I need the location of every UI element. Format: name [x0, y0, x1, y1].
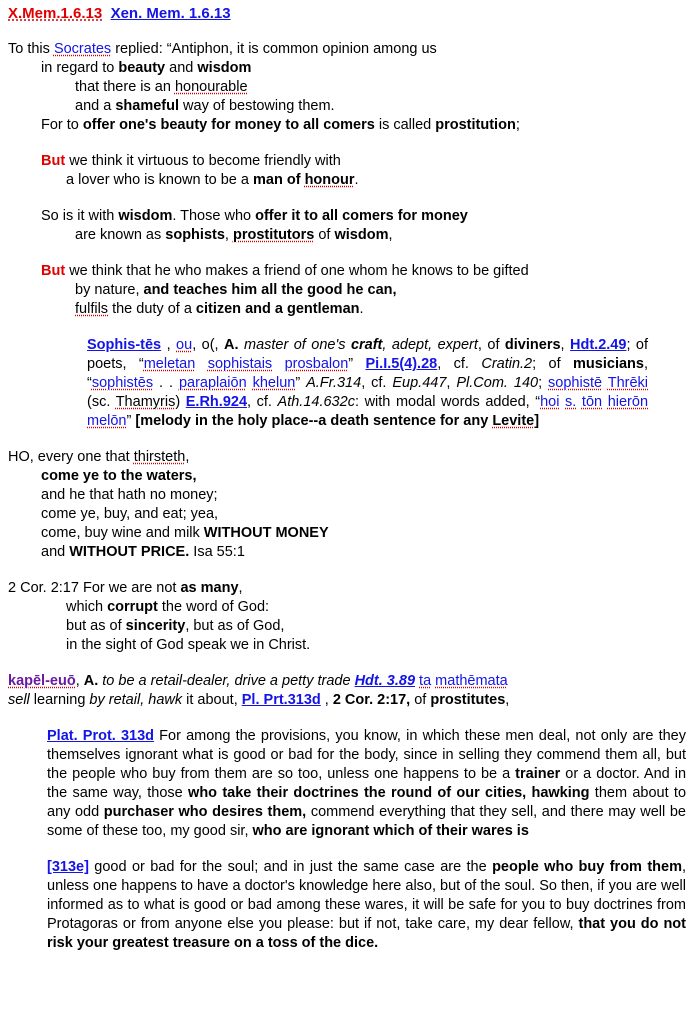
text: that you do not risk your greatest treasure on a toss of the dice.: [47, 916, 686, 951]
text: ,: [505, 692, 510, 708]
greek-link[interactable]: tōn: [581, 394, 603, 410]
text: , “: [87, 356, 648, 391]
text: are known as: [75, 227, 166, 243]
text: as many: [180, 580, 239, 596]
pindar-link[interactable]: Pi.I.5(4).28: [365, 356, 438, 372]
text: ]: [534, 413, 540, 429]
greek-link[interactable]: paraplaiōn: [178, 375, 247, 391]
text: prostitutors: [232, 227, 315, 243]
greek-link[interactable]: khelun: [252, 375, 296, 391]
text: is called: [374, 117, 436, 133]
text: , o(,: [192, 337, 225, 353]
gentleman-paragraph: [8, 262, 692, 319]
lover-paragraph: [8, 152, 692, 190]
corinthians-paragraph: [8, 579, 692, 655]
text: For to: [41, 117, 83, 133]
text: ,: [185, 449, 190, 465]
text: Levite: [492, 413, 535, 429]
text: (sc.: [87, 394, 116, 410]
text: of: [548, 356, 574, 372]
text: .: [354, 172, 359, 188]
text: ;: [538, 375, 549, 391]
euripides-link[interactable]: E.Rh.924: [185, 394, 248, 410]
text: , unless one happens to have a doctor's knowledge here also, but of the soul. So then, if you are well informed as to what is good or bad among these wares, it will be safe for you to buy doctrines from Protagoras or from anyone else you please: but if not, take care, my dear fellow,: [47, 859, 686, 932]
text: Isa 55:1: [189, 544, 245, 560]
text: the duty of a: [108, 301, 196, 317]
text: WITHOUT MONEY: [203, 525, 329, 541]
text: corrupt: [107, 599, 158, 615]
text: come ye, buy, and eat; yea,: [41, 506, 219, 522]
text: in regard to: [41, 60, 119, 76]
text: sophists: [165, 227, 225, 243]
greek-link[interactable]: sophistais: [207, 356, 273, 372]
text: a lover who is known to be a: [66, 172, 253, 188]
hdt-link[interactable]: Hdt.2.49: [570, 337, 627, 353]
text: , adept, expert: [382, 337, 478, 353]
greek-link[interactable]: hierōn: [607, 394, 649, 410]
text: learning: [29, 692, 90, 708]
isaiah-paragraph: [8, 448, 692, 562]
text: A.: [224, 337, 239, 353]
text: offer it to all comers for money: [255, 208, 468, 224]
text: by retail, hawk: [89, 692, 183, 708]
lexicon-head-link[interactable]: Sophis-tēs: [87, 337, 162, 353]
text: by nature,: [75, 282, 144, 298]
plato-prot-313d-link[interactable]: Plat. Prot. 313d: [47, 728, 155, 744]
text: but as of: [66, 618, 126, 634]
text: citizen and a gentleman: [195, 301, 360, 317]
text: shameful: [115, 98, 179, 114]
greek-link[interactable]: prosbalon: [284, 356, 349, 372]
text: But: [41, 263, 66, 279]
text: honour: [304, 172, 355, 188]
text: Pl.Com.: [456, 375, 508, 391]
greek-link[interactable]: ta: [419, 673, 432, 689]
text: A.Fr.314: [306, 375, 362, 391]
text: diviners: [504, 337, 561, 353]
text: ”: [126, 413, 136, 429]
text: wisdom: [334, 227, 389, 243]
text: the word of God:: [157, 599, 270, 615]
text: ,: [238, 580, 243, 596]
text: ,: [161, 337, 177, 353]
text: ,: [446, 375, 457, 391]
text: , cf.: [437, 356, 482, 372]
greek-link[interactable]: s.: [565, 394, 577, 410]
text: come ye to the waters,: [41, 468, 197, 484]
text: and: [165, 60, 198, 76]
text: or a doctor. And in the same way, those: [47, 766, 687, 801]
text: beauty: [118, 60, 166, 76]
text: 2 Cor. 2:17,: [332, 692, 411, 708]
lexicon-kapeleuo: [8, 672, 692, 710]
plato-link[interactable]: Pl. Prt.313d: [241, 692, 321, 708]
kapeleuo-head-link[interactable]: kapēl-euō: [8, 673, 76, 689]
text: it about,: [182, 692, 242, 708]
plato-313e-paragraph: [47, 858, 686, 953]
text: of: [314, 227, 335, 243]
text: words added, “: [441, 394, 541, 410]
text: commend everything that they sell, and there may well be some of these too, my good sir,: [47, 804, 686, 839]
text: and he that hath no money;: [41, 487, 218, 503]
text: ”: [348, 356, 366, 372]
text: ; of poets, “: [87, 337, 649, 372]
text: honourable: [174, 79, 248, 95]
text: , but as of God,: [185, 618, 285, 634]
text: But: [41, 153, 66, 169]
text: fulfils: [75, 301, 109, 317]
text: to be a retail-dealer, drive a petty trade: [98, 673, 355, 689]
socrates-paragraph: [8, 40, 692, 135]
text: 140: [513, 375, 539, 391]
text: So is it with: [41, 208, 119, 224]
text: who take their doctrines the round of our cities, hawking: [188, 785, 590, 801]
text: in the sight of God speak we in Christ.: [66, 637, 311, 653]
text: ,: [388, 227, 393, 243]
header-line: [8, 4, 692, 23]
text: people who buy from them: [492, 859, 682, 875]
text: To this: [8, 41, 54, 57]
text: sincerity: [125, 618, 186, 634]
text: who are ignorant which of their wares is: [252, 823, 529, 839]
plato-313d-paragraph: [47, 727, 686, 841]
text: , of: [477, 337, 505, 353]
text: trainer: [515, 766, 561, 782]
text: , cf.: [247, 394, 278, 410]
text: Thamyris: [115, 394, 176, 410]
text: For among the provisions, you know, in which these men deal, not only are they themselves ignorant what is good or bad for the body, since in selling they commend them all, but the people who buy from them are so too, unless one happens to be a: [47, 728, 686, 782]
text: wisdom: [118, 208, 173, 224]
greek-link[interactable]: meletan: [143, 356, 196, 372]
text: [melody in the holy place--a death: [135, 413, 370, 429]
text: thirsteth: [133, 449, 186, 465]
wisdom-paragraph: [8, 207, 692, 245]
text: come, buy wine and milk: [41, 525, 204, 541]
text: master of one's: [243, 337, 351, 353]
plato-313e-link[interactable]: [313e]: [47, 859, 89, 875]
ref-xen-mem-link[interactable]: Xen. Mem. 1.6.13: [110, 5, 231, 22]
text: sell: [8, 692, 30, 708]
text: A.: [83, 673, 99, 689]
lexicon-sophistes: [87, 336, 648, 431]
text: ,: [224, 227, 233, 243]
greek-link[interactable]: sophistē: [548, 375, 603, 391]
text: [195, 356, 207, 372]
text: [272, 356, 284, 372]
hdt-link[interactable]: Hdt. 3.89: [354, 673, 416, 689]
text: way of bestowing them.: [179, 98, 335, 114]
text: ,: [75, 673, 84, 689]
text: Cratin.2: [481, 356, 533, 372]
socrates-link[interactable]: Socrates: [53, 41, 112, 57]
text: we think it virtuous to become friendly with: [65, 153, 341, 169]
greek-link[interactable]: sophistēs: [91, 375, 154, 391]
greek-link[interactable]: hoi: [540, 394, 560, 410]
text: , cf.: [361, 375, 393, 391]
text: ;: [515, 117, 520, 133]
text: wisdom: [197, 60, 252, 76]
text: replied: “Antiphon, it is common opinion among us: [111, 41, 437, 57]
text: : with modal: [354, 394, 436, 410]
text: . Those who: [172, 208, 256, 224]
text: we think that he who makes a friend of one whom he knows to be gifted: [65, 263, 529, 279]
text: prostitution: [435, 117, 516, 133]
text: craft: [350, 337, 383, 353]
greek-link[interactable]: ou: [176, 337, 193, 353]
text: prostitutes: [430, 692, 506, 708]
text: musicians: [573, 356, 644, 372]
text: .: [359, 301, 364, 317]
text: Eup.447: [392, 375, 447, 391]
text: and teaches him all the good he can,: [143, 282, 397, 298]
text: ): [175, 394, 186, 410]
text: offer one's beauty for money to all comers: [82, 117, 375, 133]
text: sentence for any: [373, 413, 493, 429]
text: WITHOUT PRICE.: [69, 544, 190, 560]
greek-link[interactable]: Thrēki: [607, 375, 649, 391]
text: of: [410, 692, 431, 708]
ref-xmem: X.Mem.1.6.13: [8, 5, 103, 22]
text: which: [66, 599, 108, 615]
text: ,: [320, 692, 333, 708]
text: that there is an: [75, 79, 175, 95]
text: purchaser who desires them,: [103, 804, 307, 820]
text: and: [41, 544, 70, 560]
text: ”: [295, 375, 307, 391]
text: good or bad for the soul; and in just the same case are the: [88, 859, 493, 875]
text: man of: [253, 172, 305, 188]
text: HO, every one that: [8, 449, 134, 465]
text: them about to any odd: [47, 785, 687, 820]
text: Ath.14.632c: [277, 394, 355, 410]
greek-link[interactable]: melōn: [87, 413, 127, 429]
text: ,: [560, 337, 565, 353]
greek-link[interactable]: mathēmata: [435, 673, 508, 689]
text: and a: [75, 98, 116, 114]
text: 2 Cor. 2:17 For we are not: [8, 580, 181, 596]
text: ;: [532, 356, 537, 372]
text: . .: [153, 375, 179, 391]
